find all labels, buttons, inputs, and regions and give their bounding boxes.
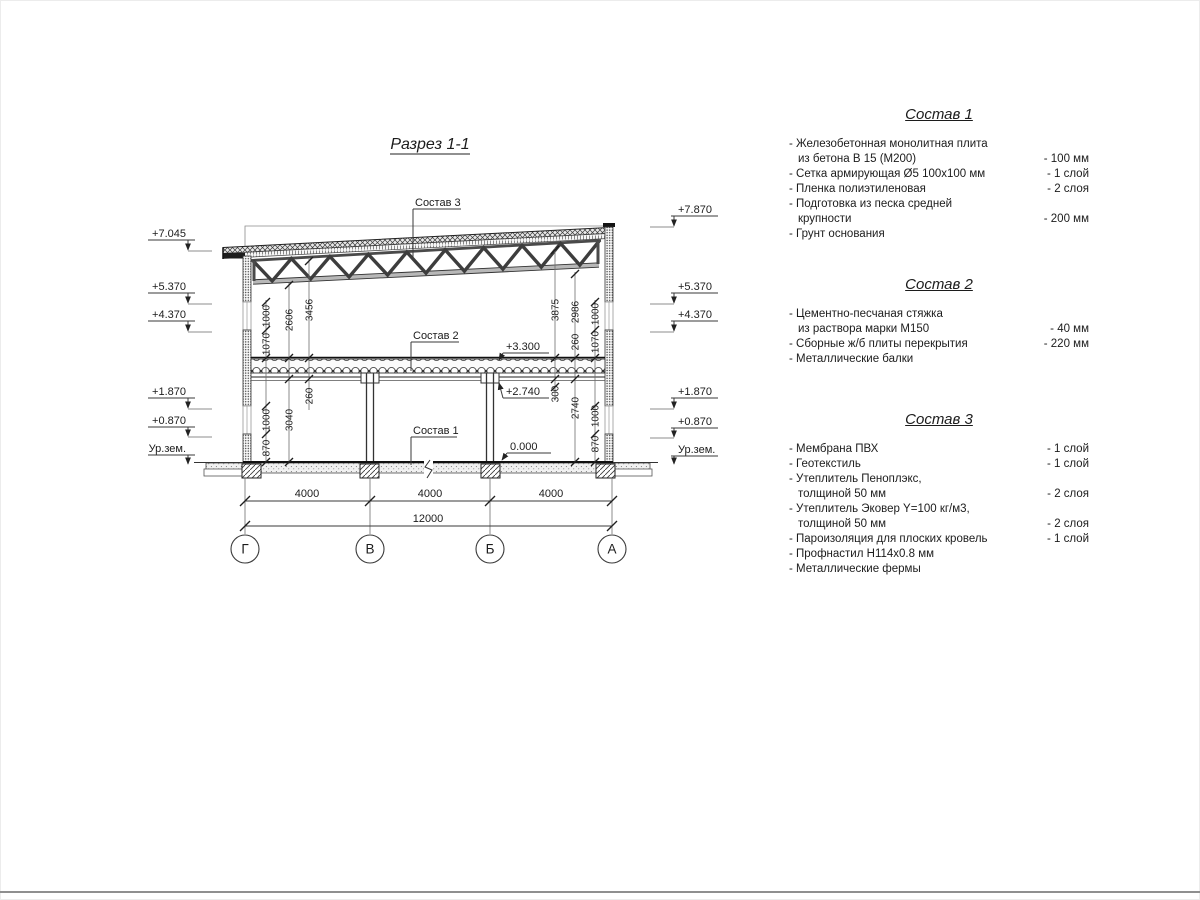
- eave-support: [223, 253, 245, 259]
- layer-name: - Сборные ж/б плиты перекрытия: [789, 338, 968, 350]
- column-capital: [481, 373, 499, 383]
- layer-value: - 40 мм: [1050, 323, 1089, 335]
- level-value: 0.000: [510, 441, 538, 453]
- composition-line: [789, 337, 1089, 352]
- panel-body: [789, 137, 1089, 242]
- layer-name: - Подготовка из песка средней: [789, 198, 953, 210]
- elevation-value: +1.870: [152, 386, 186, 398]
- dim-label: 1000: [261, 304, 273, 328]
- page-bottom-rule: [0, 891, 1200, 893]
- layer-value: - 2 слоя: [1047, 183, 1089, 195]
- elevation-mark: [650, 281, 718, 304]
- elevation-mark: [650, 416, 718, 438]
- panel-title: Состав 1: [905, 106, 973, 123]
- level-value: +3.300: [506, 341, 540, 353]
- dim-label: 1000: [590, 404, 602, 428]
- columns: [361, 373, 499, 462]
- ground-floor: [194, 460, 658, 478]
- elevation-value: +4.370: [678, 309, 712, 321]
- foundation-block: [242, 464, 261, 478]
- column-capital: [361, 373, 379, 383]
- elevation-marks-left: [148, 228, 212, 464]
- layer-name: - Грунт основания: [789, 228, 885, 240]
- elevation-value: +7.870: [678, 204, 712, 216]
- leader-label: Состав 1: [413, 425, 459, 437]
- dim-label: 1000: [590, 302, 602, 326]
- layer-name: - Металлические фермы: [789, 563, 921, 575]
- layer-value: - 1 слой: [1046, 458, 1089, 470]
- layer-value: - 1 слой: [1046, 533, 1089, 545]
- elevation-mark: [650, 386, 718, 409]
- composition-line: [789, 517, 1089, 532]
- layer-value: - 2 слоя: [1047, 488, 1089, 500]
- layer-name: - Профнастил Н114х0.8 мм: [789, 548, 935, 560]
- composition-line: [789, 167, 1089, 182]
- elevation-mark: [148, 415, 212, 437]
- layer-name: - Пленка полиэтиленовая: [789, 183, 926, 195]
- layer-name: из раствора марки М150: [798, 323, 930, 335]
- dim-label: 3875: [550, 298, 562, 322]
- layer-name: - Мембрана ПВХ: [789, 443, 879, 455]
- composition-line: [789, 227, 1089, 242]
- layer-name: - Утеплитель Эковер Y=100 кг/м3,: [789, 503, 970, 515]
- layer-name: - Железобетонная монолитная плита: [789, 138, 988, 150]
- dim-label: 1070: [590, 330, 602, 354]
- level-mark-beam: [499, 383, 549, 398]
- elevation-value: +4.370: [152, 309, 186, 321]
- foundation-block: [596, 464, 615, 478]
- dim-label: 260: [304, 387, 316, 405]
- foundation-block: [481, 464, 500, 478]
- dim-label: 260: [570, 333, 582, 351]
- layer-name: - Утеплитель Пеноплэкс,: [789, 473, 922, 485]
- dim-label: 870: [261, 439, 273, 457]
- level-value: +2.740: [506, 386, 540, 398]
- elevation-mark: [650, 309, 718, 332]
- section-drawing: [0, 0, 760, 620]
- elevation-mark: [650, 204, 718, 227]
- span-dim: 4000: [538, 488, 564, 500]
- left-wall: [243, 256, 251, 462]
- dim-label: 1070: [261, 332, 273, 356]
- composition-line: [789, 307, 1089, 322]
- composition-line: [789, 352, 1089, 367]
- total-dim: 12000: [412, 513, 444, 525]
- elevation-value: +5.370: [152, 281, 186, 293]
- elevation-value: +1.870: [678, 386, 712, 398]
- composition-line: [789, 532, 1089, 547]
- blind-area-right: [613, 469, 652, 476]
- elevation-value: +0.870: [152, 415, 186, 427]
- composition-panel-2: [789, 276, 1089, 367]
- composition-line: [789, 547, 1089, 562]
- axis-label: В: [365, 541, 375, 557]
- layer-name: - Цементно-песчаная стяжка: [789, 308, 943, 320]
- panel-title: Состав 3: [905, 411, 973, 428]
- composition-panel-1: [789, 106, 1089, 242]
- elevation-value: +5.370: [678, 281, 712, 293]
- axis-bubbles: [231, 535, 626, 563]
- elevation-mark: [148, 309, 212, 332]
- panel-title: Состав 2: [905, 276, 973, 293]
- composition-line: [789, 322, 1089, 337]
- span-dim: 4000: [417, 488, 443, 500]
- dimension-chains-right: [551, 246, 602, 466]
- layer-value: - 1 слой: [1046, 168, 1089, 180]
- leader-comp1: [411, 425, 459, 465]
- layer-name: - Геотекстиль: [789, 458, 861, 470]
- blind-area-left: [204, 469, 243, 476]
- composition-line: [789, 197, 1089, 212]
- dim-label: 300: [550, 385, 562, 403]
- composition-line: [789, 487, 1089, 502]
- elevation-value: +0.870: [678, 416, 712, 428]
- right-wall: [603, 223, 615, 462]
- layer-name: крупности: [798, 213, 852, 225]
- layer-value: - 200 мм: [1043, 213, 1089, 225]
- level-mark-floor: [502, 441, 551, 460]
- layer-name: - Сетка армирующая Ø5 100х100 мм: [789, 168, 986, 180]
- composition-line: [789, 502, 1089, 517]
- span-dim: 4000: [294, 488, 320, 500]
- layer-name: - Пароизоляция для плоских кровель: [789, 533, 988, 545]
- dim-label: 870: [590, 435, 602, 453]
- dim-label: 2986: [570, 300, 582, 324]
- elevation-mark: [148, 386, 212, 409]
- composition-line: [789, 562, 1089, 577]
- composition-line: [789, 212, 1089, 227]
- drawing-title-text: Разрез 1-1: [390, 136, 470, 153]
- layer-name: - Металлические балки: [789, 353, 914, 365]
- layer-value: - 220 мм: [1043, 338, 1089, 350]
- axis-label: Б: [485, 541, 495, 557]
- composition-panel-3: [789, 411, 1089, 577]
- panel-body: [789, 307, 1089, 367]
- composition-line: [789, 182, 1089, 197]
- elevation-mark: [148, 281, 212, 304]
- elevation-mark-ground: [148, 443, 195, 464]
- dim-label: 3040: [284, 408, 296, 432]
- parapet-cap: [603, 223, 615, 227]
- bottom-dimensions: [231, 478, 626, 563]
- leader-label: Состав 2: [413, 330, 459, 342]
- elevation-value: +7.045: [152, 228, 186, 240]
- layer-name: из бетона В 15 (М200): [798, 153, 917, 165]
- dim-label: 1000: [261, 408, 273, 432]
- elevation-marks-right: [650, 204, 718, 464]
- elevation-mark-ground: [671, 444, 718, 464]
- panel-body: [789, 442, 1089, 577]
- layer-value: - 1 слой: [1046, 443, 1089, 455]
- layer-name: толщиной 50 мм: [798, 518, 887, 530]
- layer-value: - 2 слоя: [1047, 518, 1089, 530]
- composition-line: [789, 457, 1089, 472]
- elevation-value: Ур.зем.: [148, 443, 186, 455]
- layer-name: толщиной 50 мм: [798, 488, 887, 500]
- leader-label: Состав 3: [415, 197, 461, 209]
- foundation-block: [360, 464, 379, 478]
- dim-label: 2740: [570, 396, 582, 420]
- elevation-value: Ур.зем.: [678, 444, 716, 456]
- axis-label: А: [607, 541, 617, 557]
- elevation-mark: [148, 228, 212, 251]
- drawing-title: [390, 136, 470, 154]
- composition-line: [789, 137, 1089, 152]
- dim-label: 2606: [284, 308, 296, 332]
- composition-line: [789, 442, 1089, 457]
- layer-value: - 100 мм: [1043, 153, 1089, 165]
- axis-label: Г: [241, 541, 249, 557]
- composition-line: [789, 152, 1089, 167]
- composition-line: [789, 472, 1089, 487]
- dim-label: 3456: [304, 298, 316, 322]
